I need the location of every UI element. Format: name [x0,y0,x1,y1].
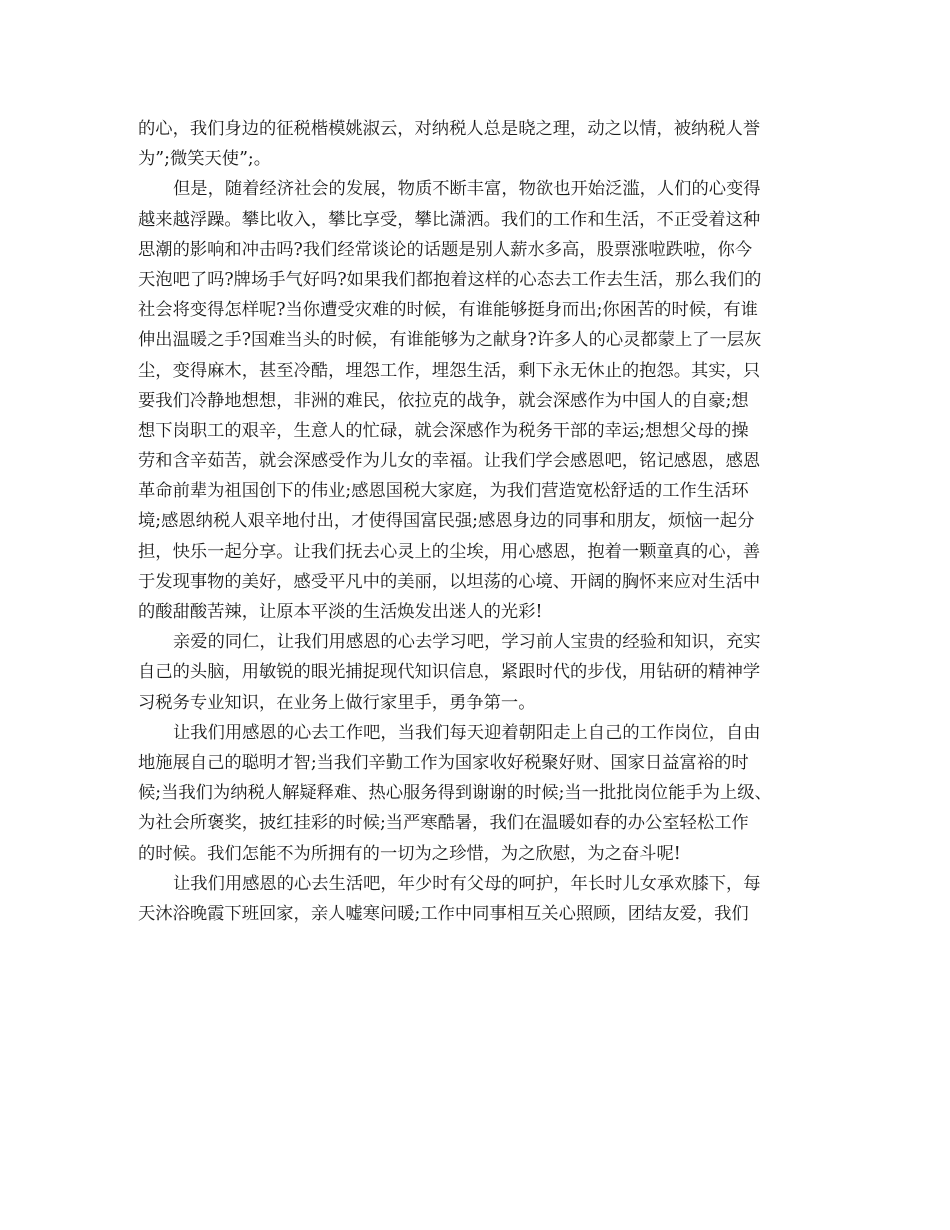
paragraph-start-line: 亲爱的同仁，让我们用感恩的心去学习吧，学习前人宝贵的经验和知识，充实 [173,632,761,653]
text-line: 天沐浴晚霞下班回家，亲人嘘寒问暖;工作中同事相互关心照顾，团结友爱，我们 [138,903,749,924]
paragraph-start-line: 但是，随着经济社会的发展，物质不断丰富，物欲也开始泛滥，人们的心变得 [173,179,761,200]
text-line: 自己的头脑，用敏锐的眼光捕捉现代知识信息，紧跟时代的步伐，用钻研的精神学 [138,662,761,683]
text-line: 想下岗职工的艰辛，生意人的忙碌，就会深感作为税务干部的幸运;想想父母的操 [138,420,749,441]
text-line: 地施展自己的聪明才智;当我们辛勤工作为国家收好税聚好财、国家日益富裕的时 [138,752,749,773]
text-line: 要我们冷静地想想，非洲的难民，依拉克的战争，就会深感作为中国人的自豪;想 [138,390,749,411]
document-body [138,114,814,929]
text-line: 思潮的影响和冲击吗?我们经常谈论的话题是别人薪水多高，股票涨啦跌啦，你今 [138,239,753,260]
text-line: 为社会所褒奖，披红挂彩的时候;当严寒酷暑，我们在温暖如春的办公室轻松工作 [138,813,749,834]
text-line: 担，快乐一起分享。让我们抚去心灵上的尘埃，用心感恩，抱着一颗童真的心，善 [138,541,761,562]
text-line: 于发现事物的美好，感受平凡中的美丽，以坦荡的心境、开阔的胸怀来应对生活中 [138,571,761,592]
text-line: 伸出温暖之手?国难当头的时候，有谁能够为之献身?许多人的心灵都蒙上了一层灰 [138,330,762,351]
text-line: 劳和含辛茹苦，就会深感受作为儿女的幸福。让我们学会感恩吧，铭记感恩，感恩 [138,451,761,472]
text-line: 候;当我们为纳税人解疑释难、热心服务得到谢谢的时候;当一批批岗位能手为上级、 [138,783,772,804]
text-line: 尘，变得麻木，甚至冷酷，埋怨工作，埋怨生活，剩下永无休止的抱怨。其实，只 [138,360,761,381]
text-line: 天泡吧了吗?牌场手气好吗?如果我们都抱着这样的心态去工作去生活，那么我们的 [138,269,762,290]
paragraph-start-line: 让我们用感恩的心去工作吧，当我们每天迎着朝阳走上自己的工作岗位，自由 [173,722,761,743]
text-line: 的时候。我们怎能不为所拥有的一切为之珍惜，为之欣慰，为之奋斗呢! [138,843,681,864]
text-line: 习税务专业知识，在业务上做行家里手，勇争第一。 [138,692,536,713]
paragraph-start-line: 让我们用感恩的心去生活吧，年少时有父母的呵护，年长时儿女承欢膝下，每 [173,873,761,894]
text-line: 的心，我们身边的征税楷模姚淑云，对纳税人总是晓之理，动之以情，被纳税人誉 [138,119,761,139]
text-line: 越来越浮躁。攀比收入，攀比享受，攀比潇洒。我们的工作和生活，不正受着这种 [138,209,761,230]
text-line: 为”;微笑天使”;。 [138,149,272,170]
text-line: 革命前辈为祖国创下的伟业;感恩国税大家庭，为我们营造宽松舒适的工作生活环 [138,481,749,502]
text-line: 的酸甜酸苦辣，让原本平淡的生活焕发出迷人的光彩! [138,602,543,622]
text-line: 境;感恩纳税人艰辛地付出，才使得国富民强;感恩身边的同事和朋友，烦恼一起分 [138,511,755,532]
text-line: 社会将变得怎样呢?当你遭受灾难的时候，有谁能够挺身而出;你困苦的时候，有谁 [138,300,758,321]
